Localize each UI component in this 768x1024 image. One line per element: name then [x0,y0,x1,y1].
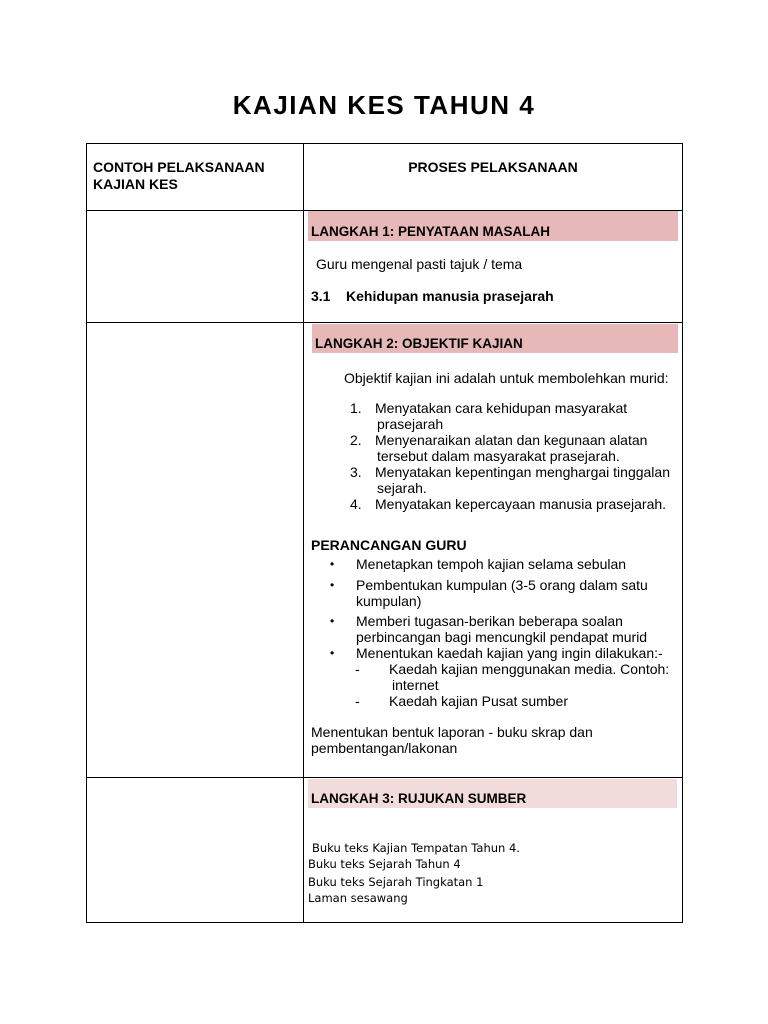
row-divider [86,322,683,323]
sub-list-item [355,693,568,709]
list-text-line: Pembentukan kumpulan (3-5 orang dalam satu [356,577,648,593]
bullet-icon: • [330,614,335,628]
list-text: Menyatakan kepercayaan manusia prasejarah. [375,496,667,512]
row-divider [86,777,683,778]
list-item [330,577,663,609]
source-item: Buku teks Sejarah Tingkatan 1 [308,875,484,889]
list-text-line: Memberi tugasan-berikan beberapa soalan [356,613,623,629]
list-item [350,432,670,448]
header-contoh-pelaksanaan [93,159,265,193]
list-text-cont: tersebut dalam masyarakat prasejarah. [377,448,620,464]
langkah3-heading: LANGKAH 3: RUJUKAN SUMBER [308,779,677,808]
list-text-cont: prasejarah [377,416,444,432]
header-left-line: CONTOH PELAKSANAAN [93,159,265,175]
list-text [356,577,648,609]
dash-marker: - [355,693,360,709]
source-item: Laman sesawang [308,891,408,905]
table-border-top [86,143,683,144]
list-text [356,613,647,645]
laporan-line: pembentangan/lakonan [311,740,458,756]
langkah1-item-text: Kehidupan manusia prasejarah [346,288,554,304]
page-title: KAJIAN KES TAHUN 4 [232,90,536,120]
list-number: 1. [350,400,362,416]
bullet-icon: • [330,646,335,660]
source-item: Buku teks Kajian Tempatan Tahun 4. [312,841,520,855]
list-text: Menyatakan kepentingan menghargai tinggalan [375,464,670,480]
list-number: 3. [350,464,362,480]
list-text-line: Kaedah kajian menggunakan media. Contoh: [389,661,670,677]
list-text [389,661,669,693]
langkah1-text: Guru mengenal pasti tajuk / tema [316,256,523,272]
list-number: 2. [350,432,362,448]
list-number: 4. [350,496,362,512]
source-item: Buku teks Sejarah Tahun 4 [308,857,461,871]
list-item [350,400,670,416]
list-text-line: perbincangan bagi mencungkil pendapat murid [356,629,648,645]
sub-list-item [355,661,669,693]
list-text-cont: sejarah. [377,480,427,496]
list-item [350,464,670,480]
list-text: Menetapkan tempoh kajian selama sebulan [356,556,627,572]
bullet-icon: • [330,557,335,571]
list-item [330,645,663,661]
bullet-icon: • [330,578,335,592]
table-border-left [86,143,87,923]
langkah1-item-num: 3.1 [311,288,331,304]
list-text: Menentukan kaedah kajian yang ingin dilakukan:- [356,645,663,661]
table-border-right [682,143,683,923]
header-left-line: KAJIAN KES [93,176,178,192]
list-item [330,613,663,645]
list-item [350,496,670,512]
table-divider [303,143,304,923]
dash-marker: - [355,661,360,677]
list-text-line: kumpulan) [356,593,422,609]
list-text-line: internet [392,677,439,693]
list-text: Menyatakan cara kehidupan masyarakat [375,400,628,416]
langkah2-heading: LANGKAH 2: OBJEKTIF KAJIAN [312,324,678,353]
list-text: Kaedah kajian Pusat sumber [389,693,568,709]
laporan-line: Menentukan bentuk laporan - buku skrap dan [311,724,593,740]
table-border-bottom [86,922,683,923]
objective-list [350,400,670,512]
header-proses-pelaksanaan: PROSES PELAKSANAAN [408,159,578,175]
list-item [330,556,663,572]
langkah1-heading: LANGKAH 1: PENYATAAN MASALAH [308,211,678,241]
perancangan-guru-heading: PERANCANGAN GURU [311,537,467,553]
perancangan-list [330,556,663,661]
objective-intro: Objektif kajian ini adalah untuk membolehkan murid: [344,370,669,386]
list-text: Menyenaraikan alatan dan kegunaan alatan [375,432,648,448]
